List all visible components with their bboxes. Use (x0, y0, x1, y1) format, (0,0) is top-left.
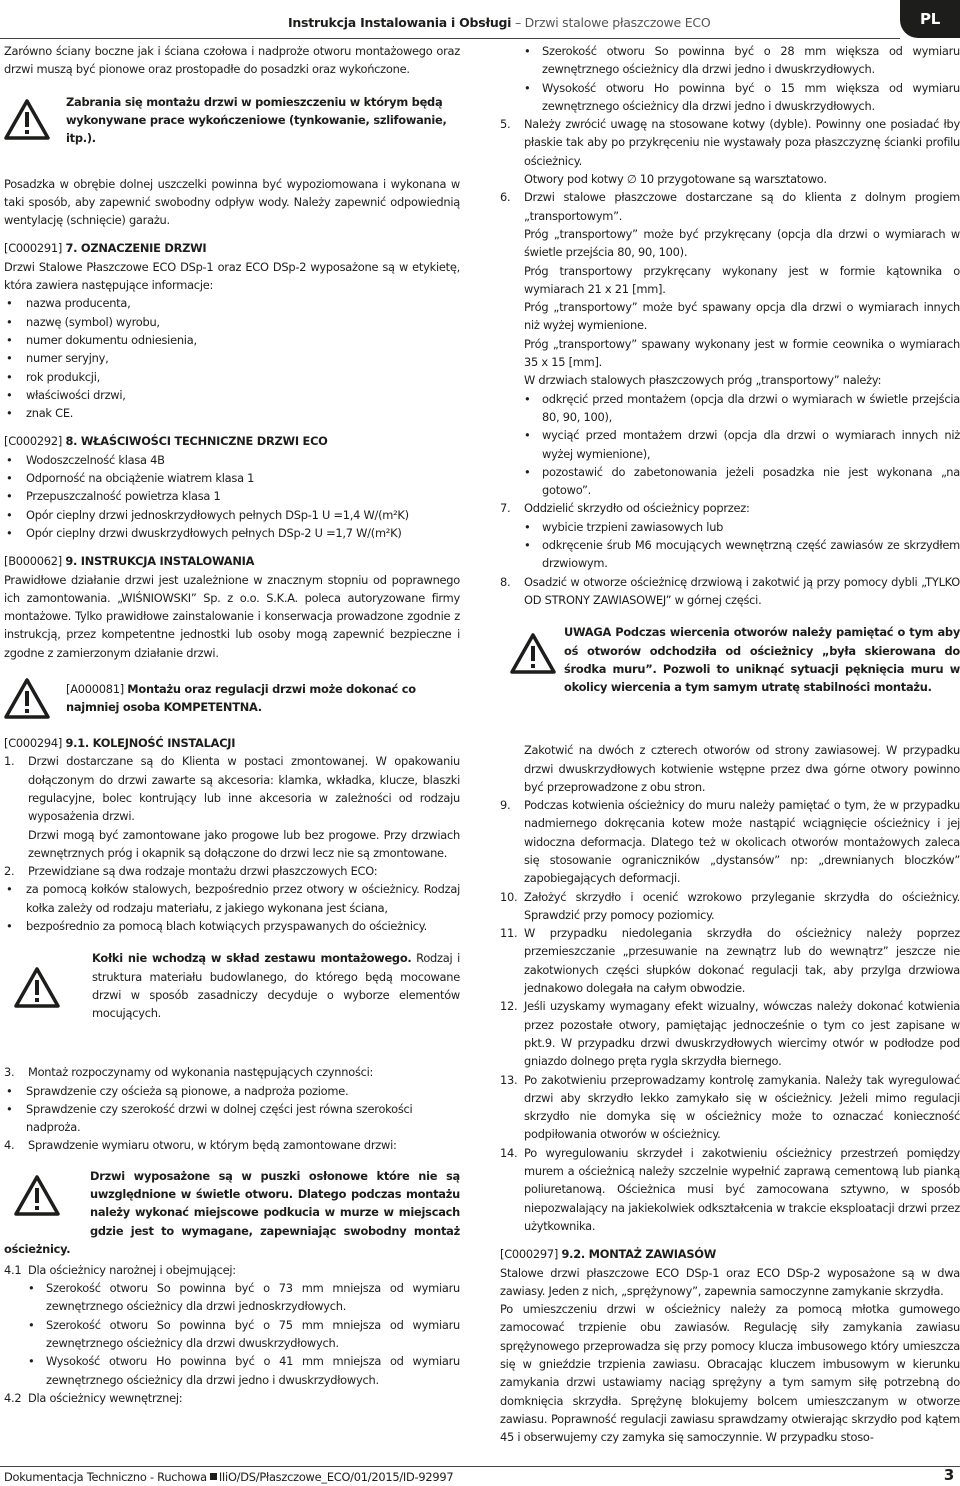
language-badge: PL (900, 0, 960, 38)
warning-icon (14, 967, 60, 1008)
warning-drilling (500, 623, 960, 741)
step-5: 5. Należy zwrócić uwagę na stosowane kotwy (dyble). Powinny one posiadać łby płaskie tak aby po przykręceniu nie wystawały poza płaszczyznę ścianki profilu ościeżnicy. (500, 117, 960, 168)
warning-text: Drzwi wyposażone są w puszki osłonowe które nie są uwzględnione w świetle otworu. Dlatego podczas montażu należy wykonać miejscowe podkucia w murze w miejscach gdzie jest to wymagane, zapewniając swobodny montaż ościeżnicy. (4, 1168, 460, 1256)
list-item: • numer seryjny, (4, 349, 460, 367)
separation-list (500, 518, 960, 573)
list-item: • numer dokumentu odniesienia, (4, 331, 460, 349)
section-9-1-heading: [C000294] 9.1. KOLEJNOŚĆ INSTALACJI (4, 736, 236, 751)
list-item: • wybicie trzpieni zawiasowych lub (500, 518, 960, 536)
left-column (4, 42, 460, 1407)
list-item: • odkręcenie śrub M6 mocujących wewnętrzną część zawiasów ze skrzydłem drzwiowym. (500, 536, 960, 573)
section-8-heading: [C000292] 8. WŁAŚCIWOŚCI TECHNICZNE DRZWI ECO (4, 434, 328, 449)
list-item: • za pomocą kołków stalowych, bezpośrednio przez otwory w ościeżnicy. Rodzaj kołka zależy od rodzaju materiału, z jakiego wykonana jest ściana, (4, 880, 460, 917)
list-item: • bezpośrednio za pomocą blach kotwiących przyspawanych do ościeżnicy. (4, 917, 460, 935)
warning-icon (4, 99, 50, 140)
section-9-2-text-2: Po umieszczeniu drzwi w ościeżnicy należy za pomocą młotka gumowego zamocować trzpienie obu zawiasów. Regulację siły zamykania zawiasu sprężynowego przeprowadza się przy pomocy klucza imbusowego który umieszcza się w gnieździe trzpienia zawiasu. Obracając kluczem imbusowym w kierunku zamykania drzwi ustawiamy naciąg sprężyny a tym samym siłę potrzebną do domknięcia skrzydła. Sprężynę blokujemy bolcem umieszczanym w otworze zawiasu. Poprawność regulacji zawiasu sprawdzamy otwierając skrzydło pod kątem 45 i obserwujemy czy zamyka się samoczynnie. W przypadku stoso- (500, 1302, 960, 1445)
step-6-note: Próg „transportowy” może być spawany opcja dla drzwi o wymiarach innych niż wyżej wymienione. (524, 300, 960, 333)
step-2: 2. Przewidziane są dwa rodzaje montażu drzwi płaszczowych ECO: (4, 864, 378, 879)
step-6-note: Próg „transportowy” spawany wykonany jest w formie ceownika o wymiarach 35 x 15 [mm]. (524, 336, 960, 370)
warning-text: UWAGA Podczas wiercenia otworów należy pamiętać o tym aby oś otworów odchodziła od ościeżnicy „była skierowana do środka muru”. Pozwoli to uniknąć sytuacji pęknięcia muru w okolicy wiercenia a tym samym utratę stabilności montażu. (564, 625, 960, 695)
step-6-note: Próg transportowy przykręcany wykonany jest w formie kątownika o wymiarach 21 x 21 [mm]. (524, 263, 960, 296)
checks-list (4, 1082, 460, 1137)
mounting-types-list (4, 880, 460, 935)
step-3: 3. Montaż rozpoczynamy od wykonania następujących czynności: (4, 1065, 374, 1080)
floor-paragraph: Posadzka w obrębie dolnej uszczelki powinna być wypoziomowana i wykonana w taki sposób, aby zapewnić swobodny odpływ wody. Należy zapewnić odpowiednią wentylację (schnięcie) garażu. (4, 176, 460, 228)
list-item: • wyciąć przed montażem drzwi (opcja dla drzwi o wymiarach innych niż wyżej wymienione), (500, 426, 960, 463)
list-item: • nazwa producenta, (4, 294, 460, 312)
warning-text: [A000081] Montażu oraz regulacji drzwi może dokonać co najmniej osoba KOMPETENTNA. (66, 682, 416, 715)
step-10: 10. Założyć skrzydło i ocenić wzrokowo przyleganie skrzydła do ościeżnicy. Sprawdzić przy pomocy poziomicy. (500, 889, 960, 922)
list-item: • Szerokość otworu So powinna być o 73 mm mniejsza od wymiaru zewnętrznego ościeżnicy dla drzwi jednoskrzydłowych. (4, 1279, 460, 1316)
step-1-note: Drzwi mogą być zamontowane jako progowe lub bez progowe. Przy drzwiach zewnętrznych próg i okapnik są dołączone do drzwi lecz nie są zmontowane. (28, 827, 460, 860)
step-12: 12. Jeśli uzyskamy wymagany efekt wizualny, wówczas należy dokonać kotwienia przez pozostałe otwory, pamiętając jednocześnie o tym co jest zapisane w pkt.9. W przypadku drzwi dwuskrzydłowych wiercimy otwór w podłodze pod gniazdo dolnego pręta rygla skrzydła biernego. (500, 999, 960, 1069)
step-11: 11. W przypadku niedolegania skrzydła do ościeżnicy należy poprzez przemieszczanie „przesuwanie na zewnątrz lub do wewnątrz” jeszcze nie zakotwionych części słupków dokonać regulacji tak, aby przylga drzwiowa jednakowo dolegała na całym obwodzie. (500, 926, 960, 996)
list-item: • Odporność na obciążenie wiatrem klasa 1 (4, 469, 460, 487)
footer-rule (0, 1466, 960, 1467)
header-title: Instrukcja Instalowania i Obsługi – Drzwi stalowe płaszczowe ECO (288, 15, 711, 30)
warning-cover-boxes (4, 1163, 460, 1261)
warning-text: Kołki nie wchodzą w skład zestawu montażowego. Rodzaj i struktura materiału budowlanego, do którego będą mocowane drzwi w sposób zasadniczy decyduje o wyborze elementów mocujących. (92, 951, 460, 1021)
threshold-options-list (500, 390, 960, 500)
warning-no-finishing-work (4, 89, 460, 163)
section-9-text: Prawidłowe działanie drzwi jest uzależnione w znacznym stopniu od poprawnego ich zamontowania. „WIŚNIOWSKI” Sp. z o.o. S.K.A. poleca autoryzowane firmy montażowe. Tylko prawidłowe zainstalowanie i konserwacja prowadzone zgodnie z instrukcją, przez kompetentne jednostki lub osoby mogą zapewnić bezpieczne i zgodne z zamierzonym działanie drzwi. (4, 572, 460, 660)
step-14: 14. Po wyregulowaniu skrzydeł i zakotwieniu ościeżnicy przestrzeń pomiędzy murem a ościeżnicą należy szczelnie wypełnić zaprawą cementową lub pianką poliuretanową. Ościeżnica musi być zamocowana sztywno, w sposób niepozwalający na jakiekolwiek odkształcenia w trakcie eksploatacji drzwi przez użytkownika. (500, 1145, 960, 1233)
step-4-1: 4.1 Dla ościeżnicy narożnej i obejmującej: (4, 1262, 236, 1277)
step-5-note: Otwory pod kotwy ∅ 10 przygotowane są warsztatowo. (524, 172, 827, 187)
list-item: • odkręcić przed montażem (opcja dla drzwi o wymiarach w świetle przejścia 80, 90, 100), (500, 390, 960, 427)
list-item: • Przepuszczalność powietrza klasa 1 (4, 487, 460, 505)
list-item: • Sprawdzenie czy szerokość drzwi w dolnej części jest równa szerokości nadproża. (4, 1100, 460, 1137)
list-item: • Wodoszczelność klasa 4B (4, 451, 460, 469)
technical-properties-list (4, 451, 460, 542)
list-item: • właściwości drzwi, (4, 386, 460, 404)
inner-frame-list (500, 42, 960, 115)
list-item: • Opór cieplny drzwi dwuskrzydłowych pełnych DSp-2 U =1,7 W/(m²K) (4, 524, 460, 542)
label-info-list (4, 294, 460, 422)
list-item: • rok produkcji, (4, 368, 460, 386)
list-item: • znak CE. (4, 404, 460, 422)
list-item: • nazwę (symbol) wyrobu, (4, 313, 460, 331)
page-footer (0, 1456, 960, 1486)
step-8: 8. Osadzić w otworze ościeżnicę drzwiową i zakotwić ją przy pomocy dybli „TYLKO OD STRONY ZAWIASOWEJ” w górnej części. (500, 574, 960, 607)
intro-paragraph: Zarówno ściany boczne jak i ściana czołowa i nadproże otworu montażowego oraz drzwi muszą być pionowe oraz prostopadłe do posadzki oraz wykończone. (4, 44, 460, 77)
warning-anchors-not-included (4, 945, 460, 1063)
section-7-text: Drzwi Stalowe Płaszczowe ECO DSp-1 oraz ECO DSp-2 wyposażone są w etykietę, która zawiera następujące informacje: (4, 259, 460, 293)
step-9: 9. Podczas kotwienia ościeżnicy do muru należy pamiętać o tym, że w przypadku nadmiernego dokręcania kotew może nastąpić wciągnięcie ościeżnicy i jej widoczna deformacja. Dlatego też w okolicach otworów montażowych zaleca się stosowanie ograniczników „dystansów” np: „drewnianych bloczków” zapobiegających deformacji. (500, 798, 960, 886)
list-item: • Wysokość otworu Ho powinna być o 15 mm większa od wymiaru zewnętrznego ościeżnicy dla drzwi jedno i dwuskrzydłowych. (500, 79, 960, 116)
warning-text: Zabrania się montażu drzwi w pomieszczeniu w którym będą wykonywane prace wykończeniowe (tynkowanie, szlifowanie, itp.). (66, 94, 447, 146)
list-item: • Sprawdzenie czy ościeża są pionowe, a nadproża poziome. (4, 1082, 460, 1100)
step-7: 7. Oddzielić skrzydło od ościeżnicy poprzez: (500, 501, 750, 516)
section-9-heading: [B000062] 9. INSTRUKCJA INSTALOWANIA (4, 554, 255, 569)
step-6: 6. Drzwi stalowe płaszczowe dostarczane są do klienta z dolnym progiem „transportowym”. (500, 190, 960, 223)
step-13: 13. Po zakotwieniu przeprowadzamy kontrolę zamykania. Należy tak wyregulować drzwi aby skrzydło lekko zamykało się w ościeżnicy. Jeżeli mimo regulacji skrzydło nie domyka się w ościeżnicy może to oznaczać konieczność podpiłowania otworów w ościeżnicy. (500, 1072, 960, 1142)
section-9-2-text: Stalowe drzwi płaszczowe ECO DSp-1 oraz ECO DSp-2 wyposażone są w dwa zawiasy. Jeden z nich, „sprężynowy”, zapewnia samoczynne zamykanie skrzydła. (500, 1265, 960, 1298)
page-number: 3 (943, 1466, 954, 1484)
step-4: 4. Sprawdzenie wymiaru otworu, w którym będą zamontowane drzwi: (4, 1138, 397, 1153)
corner-frame-list (4, 1279, 460, 1389)
header-rule (0, 38, 900, 39)
right-column (500, 42, 960, 1446)
anchoring-paragraph: Zakotwić na dwóch z czterech otworów od strony zawiasowej. W przypadku drzwi dwuskrzydłowych kotwienie wstępne przez dwa górne otwory powinno być przeprowadzone z obu stron. (524, 743, 960, 794)
list-item: • Wysokość otworu Ho powinna być o 41 mm mniejsza od wymiaru zewnętrznego ościeżnicy dla drzwi jedno i dwuskrzydłowych. (4, 1352, 460, 1389)
warning-competent-person (4, 676, 460, 724)
list-item: • Opór cieplny drzwi jednoskrzydłowych pełnych DSp-1 U =1,4 W/(m²K) (4, 506, 460, 524)
section-7-heading: [C000291] 7. OZNACZENIE DRZWI (4, 241, 207, 256)
warning-icon (4, 678, 50, 719)
step-6-note: W drzwiach stalowych płaszczowych próg „transportowy” należy: (524, 373, 882, 388)
step-6-note: Próg „transportowy” może być przykręcany (opcja dla drzwi o wymiarach w świetle przejścia 80, 90, 100). (524, 226, 960, 260)
list-item: • Szerokość otworu So powinna być o 28 mm większa od wymiaru zewnętrznego ościeżnicy dla drzwi jedno i dwuskrzydłowych. (500, 42, 960, 79)
step-4-2: 4.2 Dla ościeżnicy wewnętrznej: (4, 1390, 183, 1405)
section-9-2-heading: [C000297] 9.2. MONTAŻ ZAWIASÓW (500, 1247, 717, 1262)
list-item: • pozostawić do zabetonowania jeżeli posadzka nie jest wykonana „na gotowo”. (500, 463, 960, 500)
step-1: 1. Drzwi dostarczane są do Klienta w postaci zmontowanej. W opakowaniu dołączonym do drzwi zawarte są akcesoria: klamka, wkładka, klucze, blaszki regulacyjne, bolec kontrujący lub inne akcesoria w zależności od rodzaju wyposażenia drzwi. (4, 754, 460, 824)
separator-square-icon (210, 1473, 217, 1480)
list-item: • Szerokość otworu So powinna być o 75 mm mniejsza od wymiaru zewnętrznego ościeżnicy dla drzwi dwuskrzydłowych. (4, 1316, 460, 1353)
footer-document-id: Dokumentacja Techniczno - Ruchowa IIiO/DS/Płaszczowe_ECO/01/2015/ID-92997 (4, 1470, 454, 1484)
page-header (0, 0, 960, 40)
